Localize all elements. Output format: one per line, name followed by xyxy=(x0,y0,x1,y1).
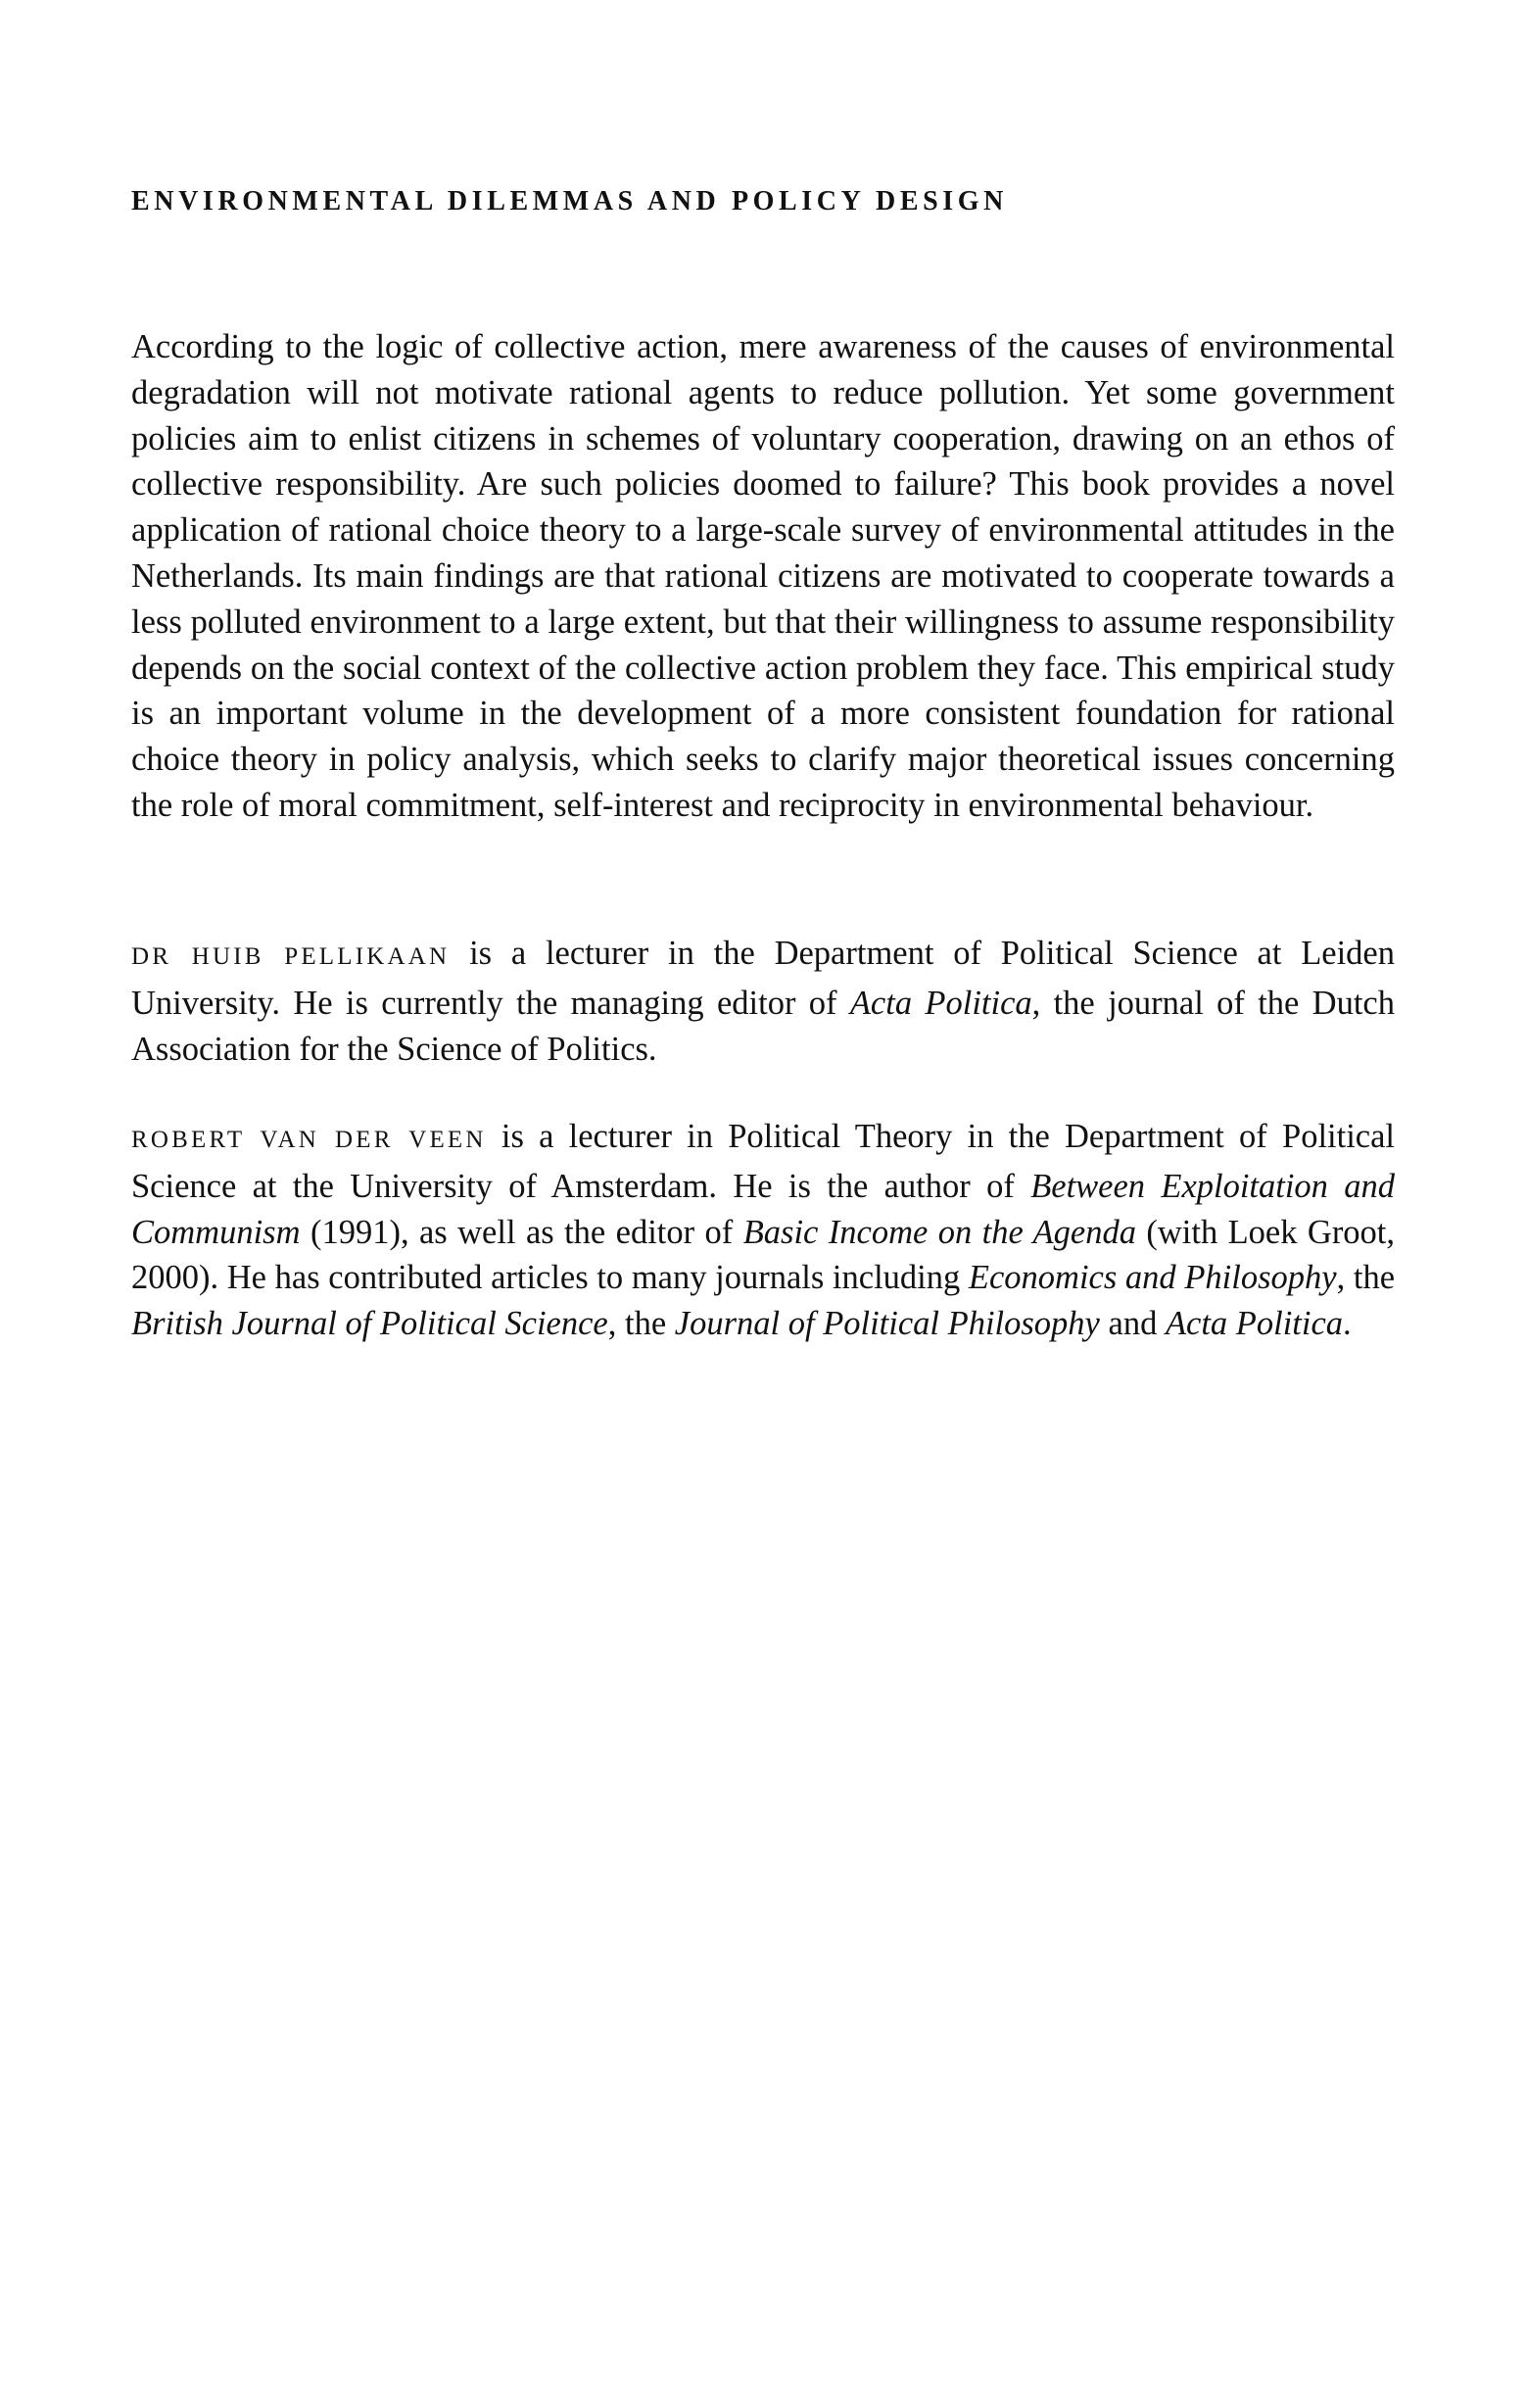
author-bio-pellikaan xyxy=(131,931,1395,1072)
author-bio-van-der-veen xyxy=(131,1114,1395,1347)
book-title: ENVIRONMENTAL DILEMMAS AND POLICY DESIGN xyxy=(131,186,1008,217)
book-year: (1991) xyxy=(310,1213,401,1251)
journal-title: Economics and Philosophy xyxy=(968,1259,1337,1297)
book-title-italic: Basic Income on the Agenda xyxy=(742,1213,1136,1251)
separator-text: , the xyxy=(607,1305,675,1343)
author-bio-text: , the journal of the Dutch Association for the Science of Politics. xyxy=(131,984,1395,1068)
journal-title: British Journal of Political Science xyxy=(131,1305,608,1343)
separator-text: , the xyxy=(1336,1259,1396,1297)
book-title-italic: Between Exploitation and Communism xyxy=(131,1167,1396,1251)
author-bio-text: (with Loek Groot, 2000). He has contributed articles to many journals including xyxy=(131,1213,1396,1297)
separator-text: and xyxy=(1099,1305,1166,1343)
author-name-pellikaan: DR HUIB PELLIKAAN xyxy=(131,943,451,970)
author-bio-text: is a lecturer in Political Theory in the Department of Political Science at the University of Amsterdam. He is the author of xyxy=(131,1118,1395,1205)
book-description: According to the logic of collective action, mere awareness of the causes of environmental degradation will not motivate rational agents to reduce pollution. Yet some government policies aim to enlist citizens in schemes of voluntary cooperation, drawing on an ethos of collective responsibility. Are such policies doomed to failure? This book provides a novel application of rational choice theory to a large-scale survey of environmental attitudes in the Netherlands. Its main findings are that rational citizens are motivated to cooperate towards a less polluted environment to a large extent, but that their willingness to assume responsibility depends on the social context of the collective action problem they face. This empirical study is an important volume in the development of a more consistent foundation for rational choice theory in policy analysis, which seeks to clarify major theoretical issues concerning the role of moral commitment, self-interest and reciprocity in environmental behaviour. xyxy=(131,328,1395,824)
author-name-van-der-veen: ROBERT VAN DER VEEN xyxy=(131,1127,487,1153)
author-bio-text: is a lecturer in the Department of Political Science at Leiden University. He is currently the managing editor of xyxy=(131,935,1395,1022)
journal-title: Acta Politica xyxy=(849,984,1032,1022)
author-bio-text: , as well as the editor of xyxy=(400,1213,743,1251)
end-punctuation: . xyxy=(1343,1305,1352,1343)
journal-title: Acta Politica xyxy=(1165,1305,1344,1343)
journal-title: Journal of Political Philosophy xyxy=(674,1305,1100,1343)
